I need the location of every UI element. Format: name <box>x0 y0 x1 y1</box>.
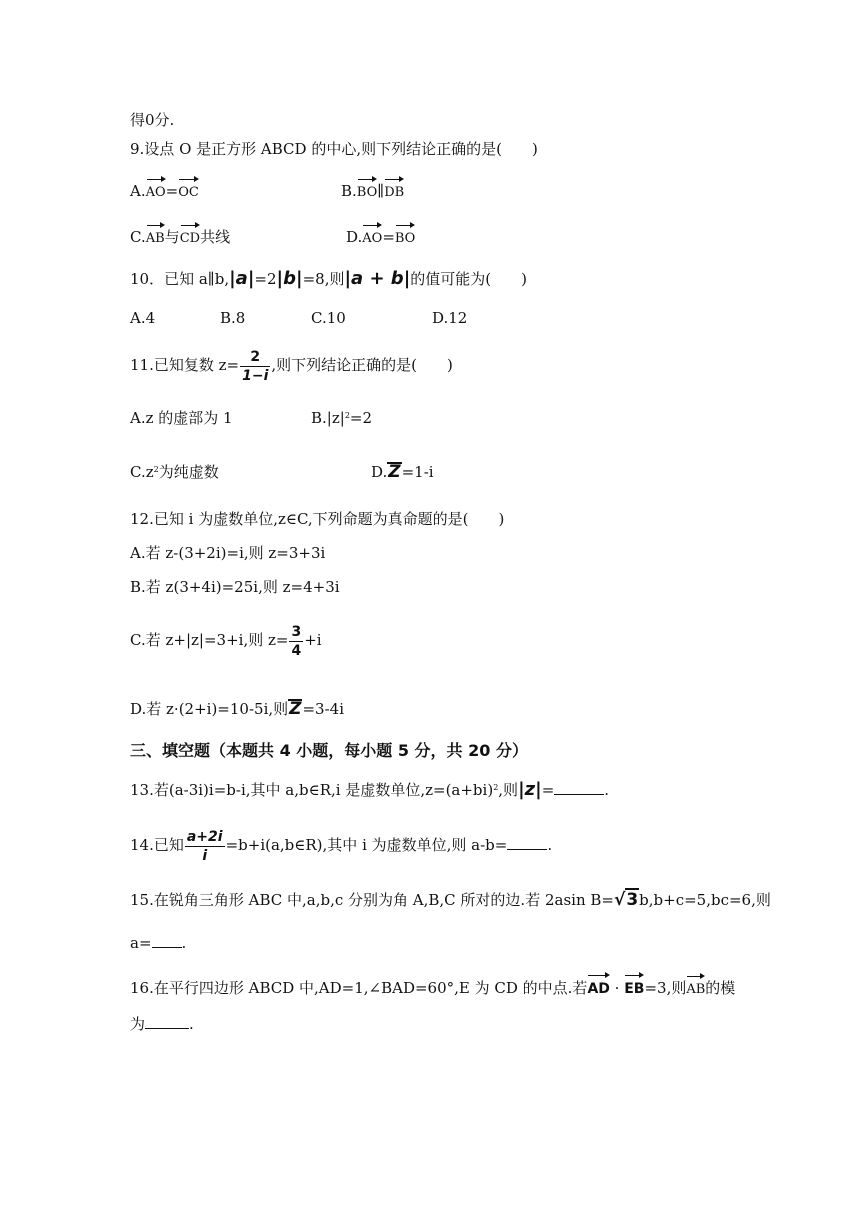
answer-blank[interactable] <box>145 1014 189 1029</box>
q9-option-b[interactable]: B.BO∥DB <box>341 176 404 204</box>
question-15-line-2: a= . <box>130 934 187 952</box>
question-13: 13.若(a-3i)i=b-i,其中 a,b∈R,i 是虚数单位$,z=(a+bi)^2$,则|z|= . <box>130 779 610 800</box>
question-15-line-1: 15.在锐角三角形 ABC 中,a,b,c 分别为角 A,B,C 所对的边.若 2asin B=√3b,b+c=5,bc=6,则 <box>130 890 771 910</box>
q12-option-b[interactable]: B.若 z(3+4i)=25i,则 z=4+3i <box>130 578 340 596</box>
section-3-heading: 三、填空题（本题共 4 小题，每小题 5 分，共 20 分） <box>130 741 528 760</box>
abs-z: |z| <box>518 779 542 800</box>
q11-option-b[interactable]: $B.|z|^2=2$ <box>311 409 373 427</box>
q10-option-c[interactable]: C.10 <box>311 309 346 327</box>
answer-blank[interactable] <box>507 835 547 850</box>
question-9-stem: 9.设点 O 是正方形 ABCD 的中心,则下列结论正确的是( ) <box>130 140 538 158</box>
question-16-line-2: 为 . <box>130 1015 194 1033</box>
fraction-a-plus-2i-over-i: $\frac{a+2i}{i}$ <box>186 828 223 864</box>
abs-a: |a| <box>229 268 255 289</box>
q11-option-c[interactable]: $C.z^2$为纯虚数 <box>130 463 219 481</box>
q9-option-d[interactable]: D.AO=BO <box>346 222 415 250</box>
question-10-stem: 10．已知 a∥b,|a|=2|b|=8,则|a + b|的值可能为( ) <box>130 268 527 289</box>
q9-option-c[interactable]: C.AB与CD共线 <box>130 222 230 250</box>
answer-blank[interactable] <box>554 780 604 795</box>
q12-option-d[interactable]: D.若 z·(2+i)=10-5i,则Z=3-4i <box>130 699 345 719</box>
q12-option-c[interactable]: C.若 z+|z|=3+i,则 z= $\frac{3}{4}$ +i <box>130 623 322 659</box>
answer-blank[interactable] <box>152 933 182 948</box>
question-11-stem: 11.已知复数 z= $\frac{2}{1-i}$ ,则下列结论正确的是( ) <box>130 348 453 384</box>
q10-option-a[interactable]: A.4 <box>130 309 156 327</box>
q9-option-a[interactable]: A.AO=OC <box>130 176 199 204</box>
fraction-3-over-4: $\frac{3}{4}$ <box>291 623 302 659</box>
question-14: 14.已知 $\frac{a+2i}{i}$ =b+i(a,b∈R),其中 i 为虚数单位,则 a-b= . <box>130 828 553 864</box>
abs-b: |b| <box>276 268 303 289</box>
continuation-text: 得0分. <box>130 111 175 129</box>
z-conjugate: Z <box>388 462 401 482</box>
question-16-line-1: 16.在平行四边形 ABCD 中,AD=1,∠BAD=60°,E 为 CD 的中点.若AD · EB=3,则AB的模 <box>130 972 735 1001</box>
q10-option-b[interactable]: B.8 <box>220 309 246 327</box>
q11-option-d[interactable]: D.Z=1-i <box>371 462 434 482</box>
q11-option-a[interactable]: A.z 的虚部为 1 <box>130 409 233 427</box>
q12-option-a[interactable]: A.若 z-(3+2i)=i,则 z=3+3i <box>130 544 326 562</box>
q10-option-d[interactable]: D.12 <box>432 309 468 327</box>
fraction-2-over-1-minus-i: $\frac{2}{1-i}$ <box>242 348 269 384</box>
abs-a-plus-b: |a + b| <box>344 268 411 289</box>
sqrt-3: √3 <box>613 890 639 910</box>
z-conjugate: Z <box>289 699 302 719</box>
question-12-stem: 12.已知 i 为虚数单位,z∈C,下列命题为真命题的是( ) <box>130 510 505 528</box>
